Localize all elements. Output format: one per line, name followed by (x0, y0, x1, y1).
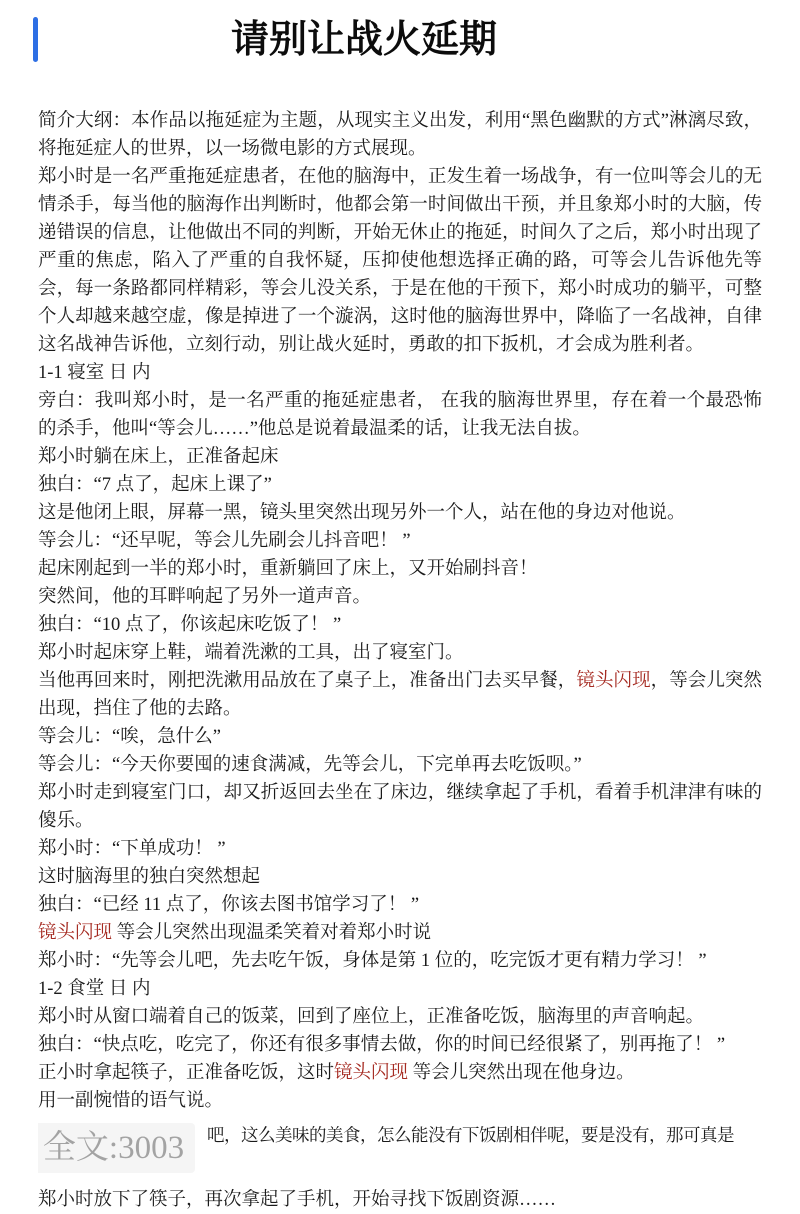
text-run: 等会儿突然出现在他身边。 (408, 1063, 635, 1083)
paragraph (38, 1031, 762, 1059)
page-title: 请别让战火延期 (230, 19, 497, 61)
text-run: 独白：“快点吃，吃完了，你还有很多事情去做，你的时间已经很紧了，别再拖了！ ” (38, 1035, 726, 1055)
paragraph (38, 163, 762, 359)
paragraph (38, 611, 762, 639)
text-run: 郑小时放下了筷子，再次拿起了手机，开始寻找下饭剧资源…… (38, 1190, 557, 1210)
paragraph (38, 863, 762, 891)
text-run: 郑小时：“先等会儿吧，先去吃午饭，身体是第 1 位的，吃完饭才更有精力学习！ ” (38, 951, 707, 971)
title-row (0, 0, 800, 96)
paragraph (38, 947, 762, 975)
camera-flash-highlight: 镜头闪现 (38, 923, 113, 943)
paragraph (38, 387, 762, 443)
paragraph (38, 1003, 762, 1031)
text-run: 旁白：我叫郑小时，是一名严重的拖延症患者， 在我的脑海世界里，存在着一个最恐怖的杀手，他叫“等会儿……”他总是说着最温柔的话，让我无法自拔。 (38, 391, 762, 439)
paragraph (38, 499, 762, 527)
text-run: 郑小时是一名严重拖延症患者，在他的脑海中，正发生着一场战争，有一位叫等会儿的无情杀手，每当他的脑海作出判断时，他都会第一时间做出干预，并且象郑小时的大脑，传递错误的信息，让他做出不同的判断，开始无休止的拖延，时间久了之后，郑小时出现了严重的焦虑，陷入了严重的自我怀疑，压抑使他想选择正确的路，可等会儿告诉他先等会，每一条路都同样精彩，等会儿没关系，于是在他的干预下，郑小时成功的躺平，可整个人却越来越空虚，像是掉进了一个漩涡，这时他的脑海世界中，降临了一名战神，自律 这名战神告诉他，立刻行动，别让战火延时，勇敢的扣下扳机，才会成为胜利者。 (38, 167, 762, 355)
text-run: 郑小时起床穿上鞋，端着洗漱的工具，出了寝室门。 (38, 643, 464, 663)
paragraph (38, 1186, 762, 1214)
paragraph (38, 639, 762, 667)
paragraph (38, 919, 762, 947)
paragraph (38, 527, 762, 555)
text-run: 等会儿：“今天你要囤的速食满减，先等会儿，下完单再去吃饭呗。” (38, 755, 582, 775)
text-run: 郑小时走到寝室门口，却又折返回去坐在了床边，继续拿起了手机，看着手机津津有味的傻乐。 (38, 783, 762, 831)
paragraph (38, 1087, 762, 1115)
text-run: 1-2 食堂 日 内 (38, 979, 151, 999)
text-run: 突然间，他的耳畔响起了另外一道声音。 (38, 587, 372, 607)
paragraph (38, 1059, 762, 1087)
text-run: 这时脑海里的独白突然想起 (38, 867, 261, 887)
camera-flash-highlight: 镜头闪现 (334, 1063, 409, 1083)
text-run: 简介大纲：本作品以拖延症为主题，从现实主义出发，利用“黑色幽默的方式”淋漓尽致，将拖延症人的世界，以一场微电影的方式展现。 (38, 111, 762, 159)
paragraph (38, 555, 762, 583)
camera-flash-highlight: 镜头闪现 (576, 671, 651, 691)
text-run: 吧，这么美味的美食，怎么能没有下饭剧相伴呢，要是没有，那可真是 (207, 1125, 734, 1145)
text-run: 1-1 寝室 日 内 (38, 363, 151, 383)
paragraph (38, 835, 762, 863)
paragraph (38, 723, 762, 751)
paragraph (38, 667, 762, 723)
text-run: 郑小时从窗口端着自己的饭菜，回到了座位上，正准备吃饭，脑海里的声音响起。 (38, 1007, 705, 1027)
text-run: 这是他闭上眼，屏幕一黑，镜头里突然出现另外一个人，站在他的身边对他说。 (38, 503, 686, 523)
text-run: 郑小时：“下单成功！ ” (38, 839, 226, 859)
paragraph (38, 583, 762, 611)
title-accent-bar (33, 17, 38, 62)
text-run: 独白：“已经 11 点了，你该去图书馆学习了！ ” (38, 895, 420, 915)
paragraph (38, 443, 762, 471)
scene-heading (38, 975, 762, 1003)
document-body (0, 96, 800, 1214)
text-run: 等会儿突然出现温柔笑着对着郑小时说 (112, 923, 432, 943)
word-count-badge: 全文:3003 (38, 1123, 195, 1173)
text-run: 独白：“7 点了，起床上课了” (38, 475, 272, 495)
text-run: 独白：“10 点了，你该起床吃饭了！ ” (38, 615, 342, 635)
paragraph (38, 471, 762, 499)
text-run: 正小时拿起筷子，正准备吃饭，这时 (38, 1063, 335, 1083)
text-run: 用一副惋惜的语气说。 (38, 1091, 224, 1111)
watermark-paragraph (38, 1121, 762, 1173)
text-run: 等会儿：“还早呢，等会儿先刷会儿抖音吧！ ” (38, 531, 411, 551)
text-run: ，等会儿突然出现，挡住了他的去路。 (38, 671, 762, 719)
paragraph (38, 751, 762, 779)
text-run: 当他再回来时，刚把洗漱用品放在了桌子上，准备出门去买早餐， (38, 671, 577, 691)
paragraph (38, 891, 762, 919)
scene-heading (38, 359, 762, 387)
text-run: 起床刚起到一半的郑小时，重新躺回了床上，又开始刷抖音！ (38, 559, 538, 579)
text-run: 等会儿：“唉，急什么” (38, 727, 221, 747)
paragraph (38, 779, 762, 835)
text-run: 郑小时躺在床上，正准备起床 (38, 447, 279, 467)
paragraph (38, 107, 762, 163)
